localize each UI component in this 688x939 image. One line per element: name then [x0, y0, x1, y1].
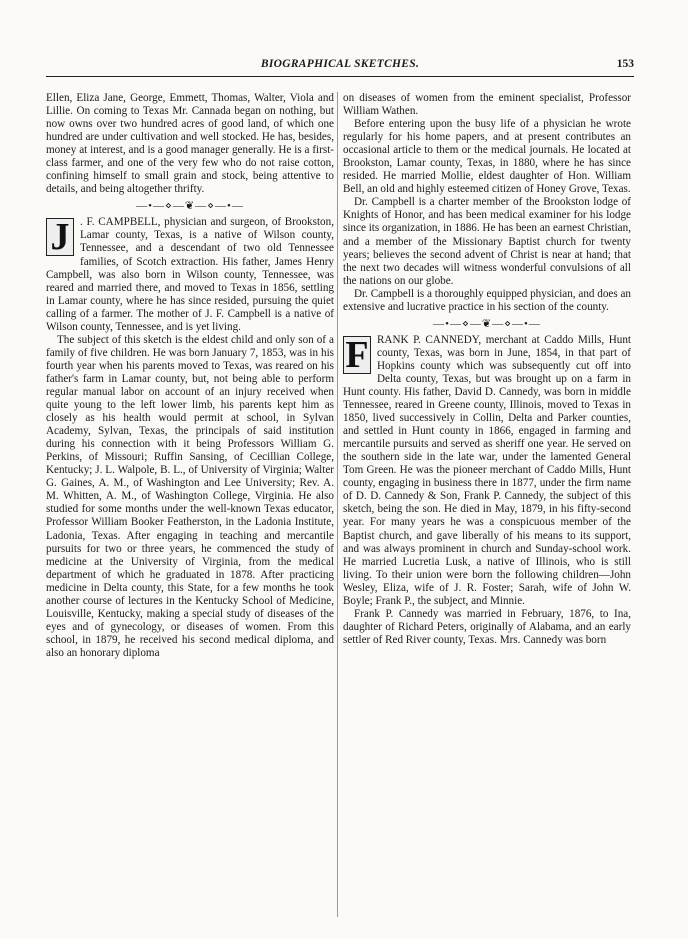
right-column [343, 92, 631, 647]
campbell-career-paragraph: Before entering upon the busy life of a physician he wrote regularly for his home papers, and at present contributes an occasional article to them or the medical journals. He located at Brookston, Lamar county, Texas, in 1880, where he has since resided. He married Mollie, eldest daughter of Hon. William Bell, an old and highly esteemed citizen of Honey Grove, Texas. [343, 118, 631, 196]
cannedy-opening-text: RANK P. CANNEDY, merchant at Caddo Mills, Hunt county, Texas, was born in June, 1854, in that part of Hopkins county which was subsequently cut off into Delta county, Texas, but was brought up on a farm in Hunt county. His father, David D. Cannedy, was born in middle Tennessee, reared in Greene county, Illinois, moved to Texas in 1850, lived successively in Collin, Delta and Parker counties, and settled in Hunt county in 1866, engaged in farming and mercantile pursuits and served as sheriff one year. He served on the southern side in the late war, under the lamented General Tom Green. He was the pioneer merchant of Caddo Mills, Hunt county, engaging in business there in 1877, under the firm name of D. D. Cannedy & Son, Frank P. Cannedy, the subject of this sketch, being the son. He died in May, 1879, in his fifty-second year. For many years he was a conspicuous member of the Baptist church, and gave liberally of his means to its support, and was always prominent in church and Sunday-school work. He married Lucretia Lusk, a native of Illinois, who is still living. To their union were born the following children—John Wesley, Eliza, wife of J. R. Foster; Sarah, wife of John W. Boyle; Frank P., the subject, and Minnie. [343, 333, 631, 607]
campbell-sketch-opening [46, 216, 334, 333]
column-divider [337, 92, 338, 917]
cannada-sketch-end-paragraph: Ellen, Eliza Jane, George, Emmett, Thomas, Walter, Viola and Lillie. On coming to Texas Mr. Cannada began on nothing, but now owns over two hundred acres of good land, of which one hundred are under cultivation and well stocked. He has, besides, money at interest, and is a good manager generally. He is a first-class farmer, and one of the very few who do not raise cotton, confining himself to small grain and stock, being attentive to details, and being altogether thrifty. [46, 92, 334, 196]
section-ornament: —•—⋄—❦—⋄—•— [433, 317, 541, 330]
campbell-education-paragraph: The subject of this sketch is the eldest child and only son of a family of five children. He was born January 7, 1853, was in his fourth year when his parents moved to Texas, was reared on his father's farm in Lamar county, but, not being able to perform regular manual labor on account of an injury received when quite young to the left lower limb, his parents kept him as closely as his health would permit at school, in Sylvan Academy, Sylvan, Texas, the principals of said institution during his connection with it being Professors William G. Perkins, of Missouri; Ruffin Sansing, of Cecillian College, Kentucky; J. L. Walpole, B. L., of University of Virginia; Walter G. Gaines, A. M., of Washington and Lee University; Rev. A. M. Whitten, A. M., of Washington College, Virginia. He also studied for some months under the well-known Texas educator, Professor William Booker Featherston, in the Ladonia Institute, Ladonia, Texas. After engaging in teaching and mercantile pursuits for two or three years, he commenced the study of medicine at the University of Virginia, from the medical department of which he graduated in 1878. After practicing medicine in Delta county, this State, for a few months he took another course of lectures in the Kentucky School of Medicine, Louisville, Kentucky, making a special study of diseases of the eyes and of gynecology, or diseases of women. From this school, in 1879, he received his second medical diploma, and also an honorary diploma [46, 333, 334, 659]
cannedy-sketch-opening [343, 334, 631, 608]
section-ornament: —•—⋄—❦—⋄—•— [136, 200, 244, 213]
drop-cap-initial: J [46, 218, 74, 256]
campbell-lodge-paragraph: Dr. Campbell is a charter member of the Brookston lodge of Knights of Honor, and has been medical examiner for his lodge since its organization, in 1886. He has been an earnest Christian, and a member of the Missionary Baptist church for twenty years; believes the second advent of Christ is near at hand; that the next two decades will witness wonderful convulsions of all the nations on our globe. [343, 196, 631, 287]
page-number: 153 [616, 58, 634, 70]
campbell-practice-paragraph: Dr. Campbell is a thoroughly equipped physician, and does an extensive and lucrative practice in his section of the county. [343, 287, 631, 313]
drop-cap-initial: F [343, 336, 371, 374]
cannedy-marriage-paragraph: Frank P. Cannedy was married in February, 1876, to Ina, daughter of Richard Peters, originally of Alabama, and an early settler of Red River county, Texas. Mrs. Cannedy was born [343, 607, 631, 646]
campbell-continuation-paragraph: on diseases of women from the eminent specialist, Professor William Wathen. [343, 92, 631, 118]
running-head: BIOGRAPHICAL SKETCHES. [260, 58, 420, 70]
left-column [46, 92, 334, 660]
campbell-opening-text: . F. CAMPBELL, physician and surgeon, of Brookston, Lamar county, Texas, is a native of Wilson county, Tennessee, and a descendant of two old Tennessee families, of Scotch extraction. His father, James Henry Campbell, was also born in Wilson county, Tennessee, was reared and married there, and moved to Texas in 1856, settling in Lamar county, where he has since resided, pursuing the quiet calling of a farmer. The mother of J. F. Campbell is a native of Wilson county, Tennessee, and is yet living. [46, 216, 334, 333]
page-header [46, 58, 634, 77]
